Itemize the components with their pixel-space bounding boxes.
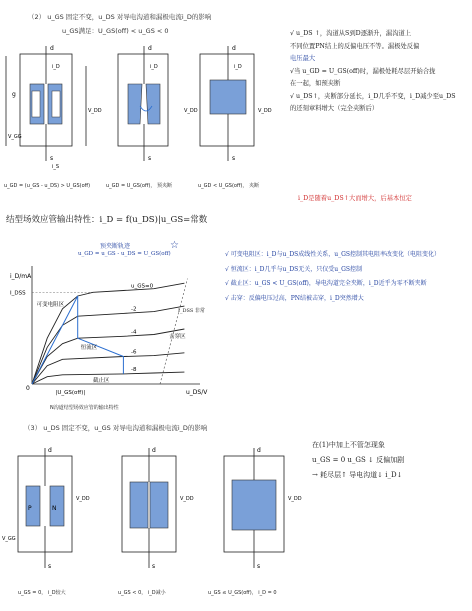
- chart-lines: [32, 279, 187, 384]
- svg-text:V_DD: V_DD: [180, 496, 194, 502]
- svg-text:s: s: [152, 563, 156, 570]
- section2-title: （2） u_GS 固定不变，u_DS 对导电沟道和漏极电流i_D的影响: [28, 13, 212, 21]
- svg-text:i_S: i_S: [52, 164, 60, 170]
- svg-text:N: N: [52, 505, 57, 512]
- caption-3-3: u_GS ≤ U_GS(off)， i_D = 0: [208, 590, 277, 596]
- ugd-label: u_GD = u_GS - u_DS = U_GS(off): [78, 251, 171, 257]
- note-red-top: i_D是随着u_DS↑大而增大，后基本恒定: [298, 195, 412, 202]
- series-line-1: [32, 306, 184, 384]
- region-label-3: 击穿区: [169, 334, 186, 341]
- caption-2-1: u_GD = (u_GS - u_DS) > U_GS(off): [4, 183, 91, 189]
- svg-text:P: P: [28, 505, 32, 512]
- series-label-3: -6: [131, 349, 137, 356]
- x-axis-label: u_DS/V: [186, 389, 208, 396]
- region-label-2: 截止区: [92, 378, 110, 385]
- output-characteristic-chart: [4, 260, 214, 410]
- svg-text:d: d: [50, 45, 54, 52]
- svg-text:d: d: [152, 447, 156, 454]
- series-label-1: -2: [131, 306, 137, 313]
- svg-text:d: d: [257, 447, 261, 454]
- section2-circuits: [0, 36, 220, 176]
- svg-text:V_DD: V_DD: [76, 496, 90, 502]
- preclamp-label: 预夹断轨迹: [100, 243, 131, 250]
- section2-condition: u_GS满足：U_GS(off) < u_GS < 0: [62, 27, 169, 35]
- svg-text:i_D: i_D: [52, 64, 60, 70]
- svg-text:d: d: [148, 45, 152, 52]
- series-line-0: [32, 283, 184, 384]
- preclamp-locus: [32, 296, 123, 384]
- section3-title: （3） u_DS 固定不变，u_GS 对导电沟道和漏极电流i_D的影响: [24, 424, 208, 432]
- series-label-2: -4: [131, 329, 137, 336]
- formula-main: 结型场效应管输出特性：i_D = f(u_DS)|u_GS=常数: [6, 215, 208, 225]
- y-tick-label: I_DSS: [10, 290, 26, 297]
- svg-text:V_DD: V_DD: [258, 108, 272, 114]
- caption-2-3: u_GD < U_GS(off)， 夹断: [198, 183, 259, 189]
- chart-axes: [32, 266, 200, 384]
- x-tick-label: |U_GS(off)|: [55, 390, 86, 396]
- circuit-s3-1: [2, 447, 90, 570]
- svg-text:V_DD: V_DD: [88, 108, 102, 114]
- svg-text:s: s: [232, 155, 236, 162]
- chart-side-note: I_DSS 非常: [178, 308, 205, 314]
- circuit-1: [6, 45, 102, 170]
- notes-mid: √ 可变电阻区：i_D与u_DS成线性关系，u_GS控制其电阻率改变化（电阻变化） √ 恒流区：i_D几乎与u_DS无关，只仅受u_GS控制 √ 截止区：u_GS < U_GS(off)，导电沟道完全夹断，i_D近乎为零不断夹断 √ 击穿：反偏电压过高，PN结被击穿，i_D突然增大: [225, 251, 441, 302]
- caption-3-1: u_GS = 0， i_D较大: [18, 590, 66, 596]
- region-label-0: 可变电阻区: [36, 302, 65, 309]
- svg-text:s: s: [148, 155, 152, 162]
- notes-top: √ u_DS ↑，沟道从S到D逐渐升，漏沟道上 不同位置PN结上的反偏电压不等。漏极处反偏 电压最大 √当 u_GD = U_GS(off)时，漏极处耗尽层开始合拢 在一起，如预夹断 √ u_DS↑，夹断部分延长，i_D几乎不变，i_D减少至u_DS 的还刻章料增大（完全夹断后）: [290, 30, 456, 112]
- series-label-0: u_GS=0: [131, 283, 154, 290]
- region-label-1: 恒流区: [80, 345, 98, 352]
- svg-text:s: s: [50, 155, 54, 162]
- svg-text:s: s: [257, 563, 261, 570]
- series-label-4: -8: [131, 366, 137, 373]
- circuit-2: [118, 45, 198, 162]
- circuit-s3-2: [122, 447, 194, 570]
- y-axis-label: i_D/mA: [10, 273, 32, 280]
- svg-text:d: d: [48, 447, 52, 454]
- chart-caption: N沟道结型场效应管的输出特性: [50, 405, 119, 411]
- svg-text:V_GG: V_GG: [8, 134, 22, 140]
- svg-text:i_D: i_D: [150, 64, 158, 70]
- svg-text:g: g: [12, 91, 16, 98]
- star-mark: ☆: [170, 240, 179, 251]
- svg-text:V_DD: V_DD: [184, 108, 198, 114]
- svg-text:V_GG: V_GG: [2, 536, 16, 542]
- section3-circuits: [0, 440, 300, 590]
- circuit-s3-3: [224, 447, 302, 570]
- svg-text:s: s: [48, 563, 52, 570]
- circuit-3-svg: [188, 36, 278, 176]
- svg-text:V_DD: V_DD: [288, 496, 302, 502]
- caption-3-2: u_GS < 0， i_D减小: [118, 590, 166, 596]
- svg-text:d: d: [232, 45, 236, 52]
- svg-text:i_D: i_D: [234, 64, 242, 70]
- notes-bottom: 在(1)中加上不管怎现象 u_GS = 0 u_GS ↓ 反偏加剧 → 耗尽层↑ 导电沟道↓ i_D↓: [312, 441, 405, 479]
- caption-2-2: u_GD = U_GS(off)， 预夹断: [106, 183, 172, 189]
- origin-label: 0: [26, 385, 30, 392]
